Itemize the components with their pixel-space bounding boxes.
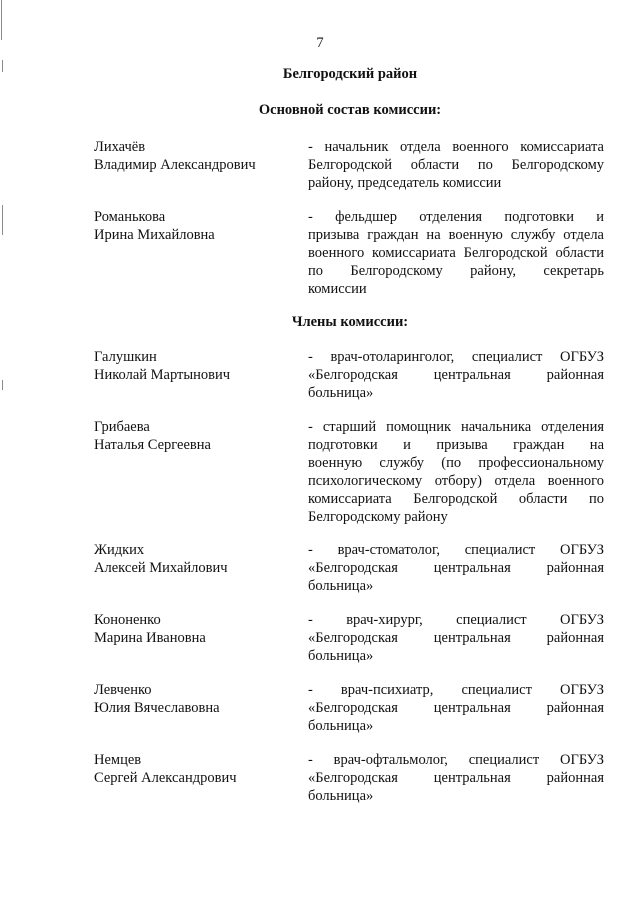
member-surname: Левченко	[94, 682, 152, 698]
role-line: «Белгородская центральная районная	[308, 630, 604, 646]
role-line: военную службу (по профессиональному	[308, 455, 604, 471]
member-name	[94, 541, 294, 577]
district-title: Белгородский район	[282, 66, 418, 82]
page-number: 7	[316, 35, 324, 51]
member-given-names: Алексей Михайлович	[94, 560, 228, 576]
member-surname: Жидких	[94, 542, 145, 558]
role-line: - врач-офтальмолог, специалист ОГБУЗ	[308, 752, 604, 768]
member-given-names: Юлия Вячеславовна	[94, 700, 220, 716]
member-name	[94, 751, 294, 787]
role-line: - врач-отоларинголог, специалист ОГБУЗ	[308, 349, 604, 365]
member-role	[308, 208, 604, 298]
member-surname: Галушкин	[94, 349, 157, 365]
member-surname: Лихачёв	[94, 139, 146, 155]
member-role	[308, 138, 604, 192]
role-line: по Белгородскому району, секретарь	[308, 263, 604, 279]
member-surname: Немцев	[94, 752, 142, 768]
member-name	[94, 611, 294, 647]
member-role	[308, 348, 604, 402]
role-line: призыва граждан на военную службу отдела	[308, 227, 604, 243]
member-given-names: Николай Мартынович	[94, 367, 231, 383]
role-line: больница»	[308, 385, 374, 401]
scan-edge-mark	[1, 0, 2, 40]
member-role	[308, 541, 604, 595]
member-name	[94, 418, 294, 454]
member-name	[94, 208, 294, 244]
role-line: больница»	[308, 648, 374, 664]
scan-edge-mark	[2, 60, 3, 72]
role-line: «Белгородская центральная районная	[308, 367, 604, 383]
role-line: Белгородской области по Белгородскому	[308, 157, 604, 173]
role-line: больница»	[308, 718, 374, 734]
role-line: «Белгородская центральная районная	[308, 700, 604, 716]
member-given-names: Наталья Сергеевна	[94, 437, 211, 453]
role-line: психологическому отбору) отдела военного	[308, 473, 604, 489]
role-line: подготовки и призыва граждан на	[308, 437, 604, 453]
role-line: - врач-психиатр, специалист ОГБУЗ	[308, 682, 604, 698]
role-line: - фельдшер отделения подготовки и	[308, 209, 604, 225]
member-given-names: Владимир Александрович	[94, 157, 256, 173]
member-role	[308, 611, 604, 665]
member-role	[308, 751, 604, 805]
role-line: - старший помощник начальника отделения	[308, 419, 604, 435]
role-line: - врач-хирург, специалист ОГБУЗ	[308, 612, 604, 628]
scan-edge-mark	[2, 380, 3, 390]
members-section-title: Члены комиссии:	[291, 314, 409, 330]
role-line: комиссии	[308, 281, 367, 297]
role-line: больница»	[308, 788, 374, 804]
role-line: - врач-стоматолог, специалист ОГБУЗ	[308, 542, 604, 558]
member-name	[94, 138, 294, 174]
member-given-names: Ирина Михайловна	[94, 227, 215, 243]
role-line: «Белгородская центральная районная	[308, 560, 604, 576]
member-surname: Кононенко	[94, 612, 161, 628]
member-given-names: Сергей Александрович	[94, 770, 237, 786]
role-line: Белгородскому району	[308, 509, 448, 525]
role-line: району, председатель комиссии	[308, 175, 502, 191]
member-role	[308, 418, 604, 526]
role-line: больница»	[308, 578, 374, 594]
member-name	[94, 348, 294, 384]
member-role	[308, 681, 604, 735]
member-surname: Романькова	[94, 209, 166, 225]
role-line: «Белгородская центральная районная	[308, 770, 604, 786]
main-section-title: Основной состав комиссии:	[258, 102, 442, 118]
member-given-names: Марина Ивановна	[94, 630, 206, 646]
scan-edge-mark	[2, 205, 3, 235]
role-line: - начальник отдела военного комиссариата	[308, 139, 604, 155]
member-name	[94, 681, 294, 717]
member-surname: Грибаева	[94, 419, 150, 435]
role-line: комиссариата Белгородской области по	[308, 491, 604, 507]
role-line: военного комиссариата Белгородской области	[308, 245, 604, 261]
